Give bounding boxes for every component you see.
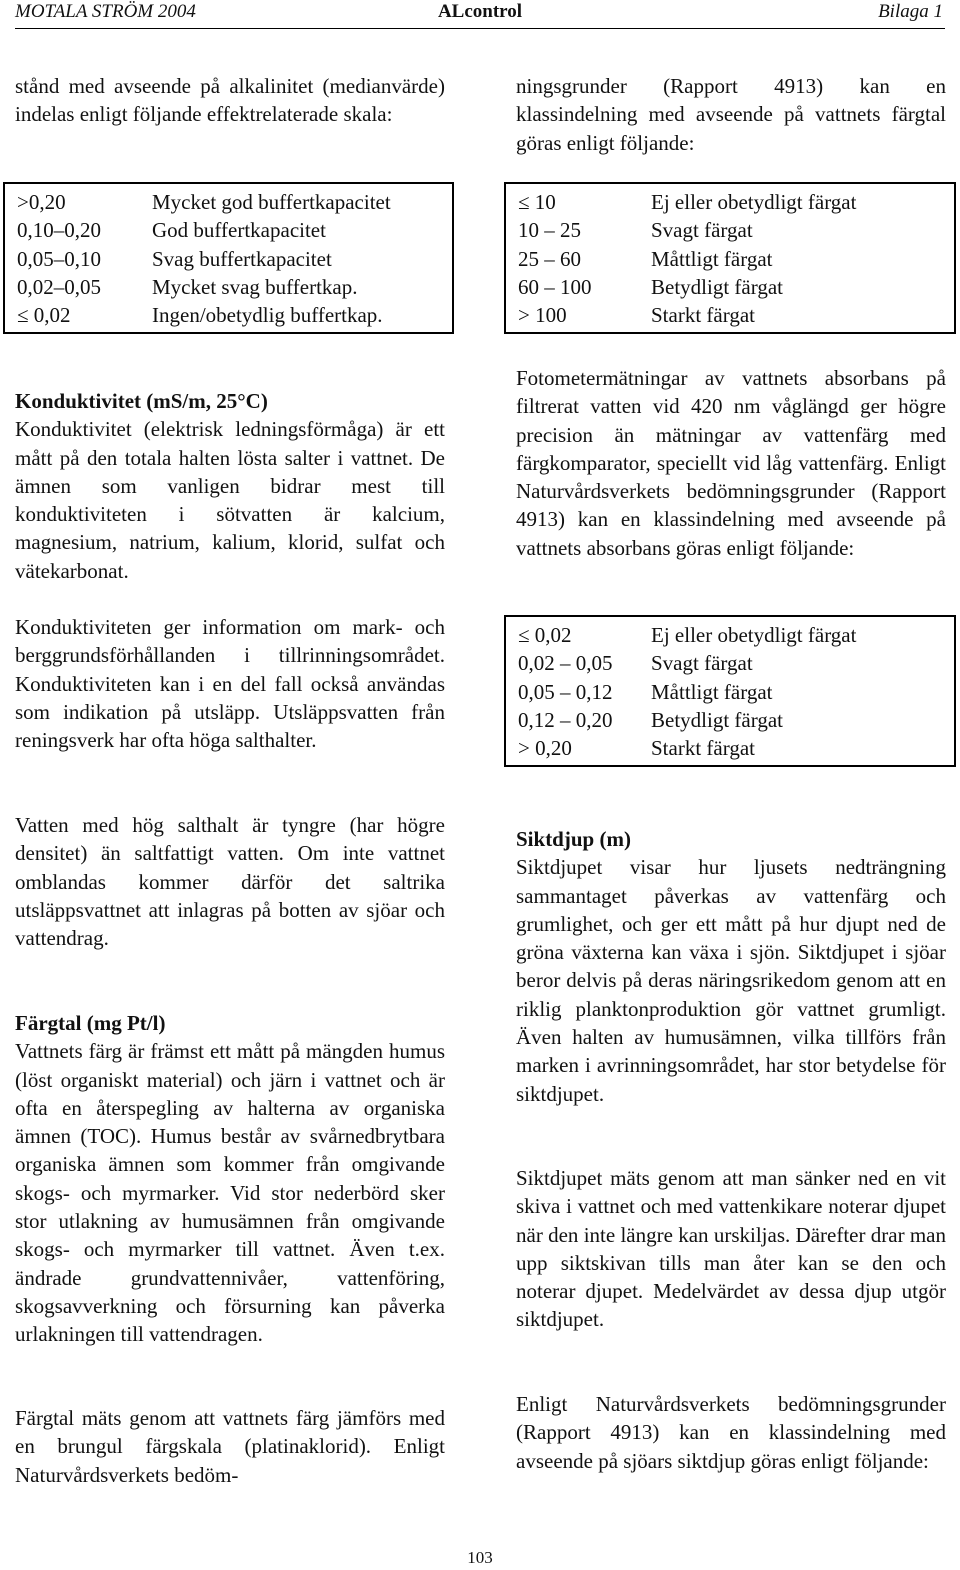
konduktivitet-paragraph-1: Konduktivitet (elektrisk ledningsförmåga) är ett mått på den totala halten lösta salter i vattnet. De ämnen som vanligen bidrar mest till konduktiviteten i sötvatten är kalcium, magnesium, natrium, kalium, klorid, sulfat och vätekarbonat.	[15, 417, 445, 583]
header-center: ALcontrol	[437, 1, 523, 22]
siktdjup-paragraph-2-wrap	[516, 1164, 946, 1334]
table-row	[506, 649, 954, 677]
label-cell: Måttligt färgat	[651, 246, 773, 271]
label-cell: Starkt färgat	[651, 303, 755, 328]
fargtal-paragraph-2: Färgtal mäts genom att vattnets färg jämförs med en brungul färgskala (platinaklorid). Enligt Naturvårdsverkets bedöm-	[15, 1406, 445, 1487]
header-rule	[15, 28, 945, 29]
table-row	[506, 734, 954, 762]
range-cell: > 0,20	[518, 736, 572, 761]
konduktivitet-paragraph-2-wrap	[15, 613, 445, 754]
table-row	[5, 245, 452, 273]
range-cell: 10 – 25	[518, 218, 581, 243]
table-row	[506, 301, 954, 329]
range-cell: >0,20	[17, 190, 66, 214]
page-number: 103	[467, 1548, 493, 1567]
table-row	[506, 216, 954, 244]
label-cell: God buffertkapacitet	[152, 218, 326, 243]
table-row	[5, 188, 452, 216]
header-right: Bilaga 1	[878, 1, 943, 22]
label-cell: Ej eller obetydligt färgat	[651, 190, 857, 214]
range-cell: 0,12 – 0,20	[518, 707, 613, 732]
table-row	[506, 706, 954, 734]
label-cell: Svagt färgat	[651, 218, 753, 243]
fargtal-heading: Färgtal (mg Pt/l)	[15, 1011, 166, 1035]
label-cell: Måttligt färgat	[651, 679, 773, 704]
table-row	[5, 273, 452, 301]
table-row	[5, 216, 452, 244]
siktdjup-section	[516, 825, 946, 1108]
siktdjup-paragraph-1: Siktdjupet visar hur ljusets nedträngning sammantaget påverkas av vattenfärg och grumlighet, och ger ett mått på hur djupt ned de gröna växterna kan växa i sjön. Siktdjupet i sjöar beror delvis på deras näringsrikedom genom att en riklig planktonproduktion gör vattnet grumligt. Även halten av humusämnen, vilka tillförs från marken i avrinningsområdet, har stor betydelse för siktdjupet.	[516, 855, 946, 1106]
fargtal-section	[15, 1009, 445, 1349]
page-header	[0, 0, 960, 30]
range-cell: > 100	[518, 303, 567, 328]
range-cell: 0,05 – 0,12	[518, 679, 613, 704]
label-cell: Mycket god buffertkapacitet	[152, 190, 391, 214]
range-cell: ≤ 10	[518, 190, 556, 214]
range-cell: 25 – 60	[518, 246, 581, 271]
table-row	[506, 678, 954, 706]
label-cell: Svag buffertkapacitet	[152, 246, 332, 271]
fotometer-wrap	[516, 364, 946, 562]
fargtal-paragraph-2-wrap	[15, 1404, 445, 1489]
range-cell: 0,02 – 0,05	[518, 651, 613, 676]
konduktivitet-paragraph-3: Vatten med hög salthalt är tyngre (har högre densitet) än saltfattigt vatten. Om inte vattnet omblandas kommer därför det saltrika utsläppsvattnet att inlagras på botten av sjöar och vattendrag.	[15, 813, 445, 951]
range-cell: 0,05–0,10	[17, 246, 101, 271]
konduktivitet-paragraph-3-wrap	[15, 811, 445, 952]
siktdjup-paragraph-3: Enligt Naturvårdsverkets bedömningsgrunder (Rapport 4913) kan en klassindelning med avseende på sjöars siktdjup göras enligt följande:	[516, 1392, 946, 1473]
konduktivitet-section	[15, 387, 445, 585]
fargtal-paragraph-1: Vattnets färg är främst ett mått på mängden humus (löst organiskt material) och järn i vattnet och är ofta en återspegling av halterna av organiska ämnen (TOC). Humus består av svårnedbrytbara organiska ämnen som kommer från omgivande skogs- och myrmarker. Vid stor nederbörd sker stor utlakning av humusämnen från omgivande skogs- och myrmarker till vattnet. Även t.ex. ändrade grundvattennivåer, vattenföring, skogsavverkning och försurning kan påverka urlakningen till vattendragen.	[15, 1039, 445, 1347]
header-left: MOTALA STRÖM 2004	[15, 1, 196, 22]
table-row	[506, 621, 954, 649]
range-cell: ≤ 0,02	[518, 623, 572, 647]
range-cell: 60 – 100	[518, 274, 592, 299]
label-cell: Ingen/obetydlig buffertkap.	[152, 303, 383, 328]
alkalinity-table	[3, 182, 454, 334]
alkalinity-intro-text: stånd med avseende på alkalinitet (medianvärde) indelas enligt följande effektrelaterade skala:	[15, 74, 445, 127]
table-row	[506, 188, 954, 216]
fargtal-intro-text: ningsgrunder (Rapport 4913) kan en klassindelning med avseende på vattnets färgtal göras enligt följande:	[516, 74, 946, 155]
right-intro	[516, 72, 946, 157]
label-cell: Ej eller obetydligt färgat	[651, 623, 857, 647]
label-cell: Svagt färgat	[651, 651, 753, 676]
fotometer-paragraph: Fotometermätningar av vattnets absorbans på filtrerat vatten vid 420 nm våglängd ger högre precision än mätningar av vattenfärg med färgkomparator, speciellt vid låg vattenfärg. Enligt Naturvårdsverkets bedömningsgrunder (Rapport 4913) kan en klassindelning med avseende på vattnets absorbans göras enligt följande:	[516, 366, 946, 560]
konduktivitet-paragraph-2: Konduktiviteten ger information om mark- och berggrundsförhållanden i tillrinningsområdet. Konduktiviteten kan i en del fall också användas som indikation på utsläpp. Utsläppsvatten från reningsverk har ofta höga salthalter.	[15, 615, 445, 753]
range-cell: 0,10–0,20	[17, 218, 101, 243]
label-cell: Mycket svag buffertkap.	[152, 274, 358, 299]
range-cell: ≤ 0,02	[17, 303, 71, 328]
label-cell: Betydligt färgat	[651, 274, 783, 299]
siktdjup-heading: Siktdjup (m)	[516, 827, 631, 851]
siktdjup-paragraph-2: Siktdjupet mäts genom att man sänker ned en vit skiva i vattnet och med vattenkikare noterar djupet när den inte längre kan urskiljas. Därefter drar man upp siktskivan tills man åter kan se den och noterar djupet. Medelvärdet av dessa djup utgör siktdjupet.	[516, 1166, 946, 1332]
siktdjup-paragraph-3-wrap	[516, 1390, 946, 1475]
fargtal-table	[504, 182, 956, 334]
range-cell: 0,02–0,05	[17, 274, 101, 299]
label-cell: Betydligt färgat	[651, 707, 783, 732]
table-row	[5, 301, 452, 329]
label-cell: Starkt färgat	[651, 736, 755, 761]
table-row	[506, 273, 954, 301]
table-row	[506, 245, 954, 273]
absorbans-table	[504, 615, 956, 767]
left-intro	[15, 72, 445, 129]
konduktivitet-heading: Konduktivitet (mS/m, 25°C)	[15, 389, 268, 413]
